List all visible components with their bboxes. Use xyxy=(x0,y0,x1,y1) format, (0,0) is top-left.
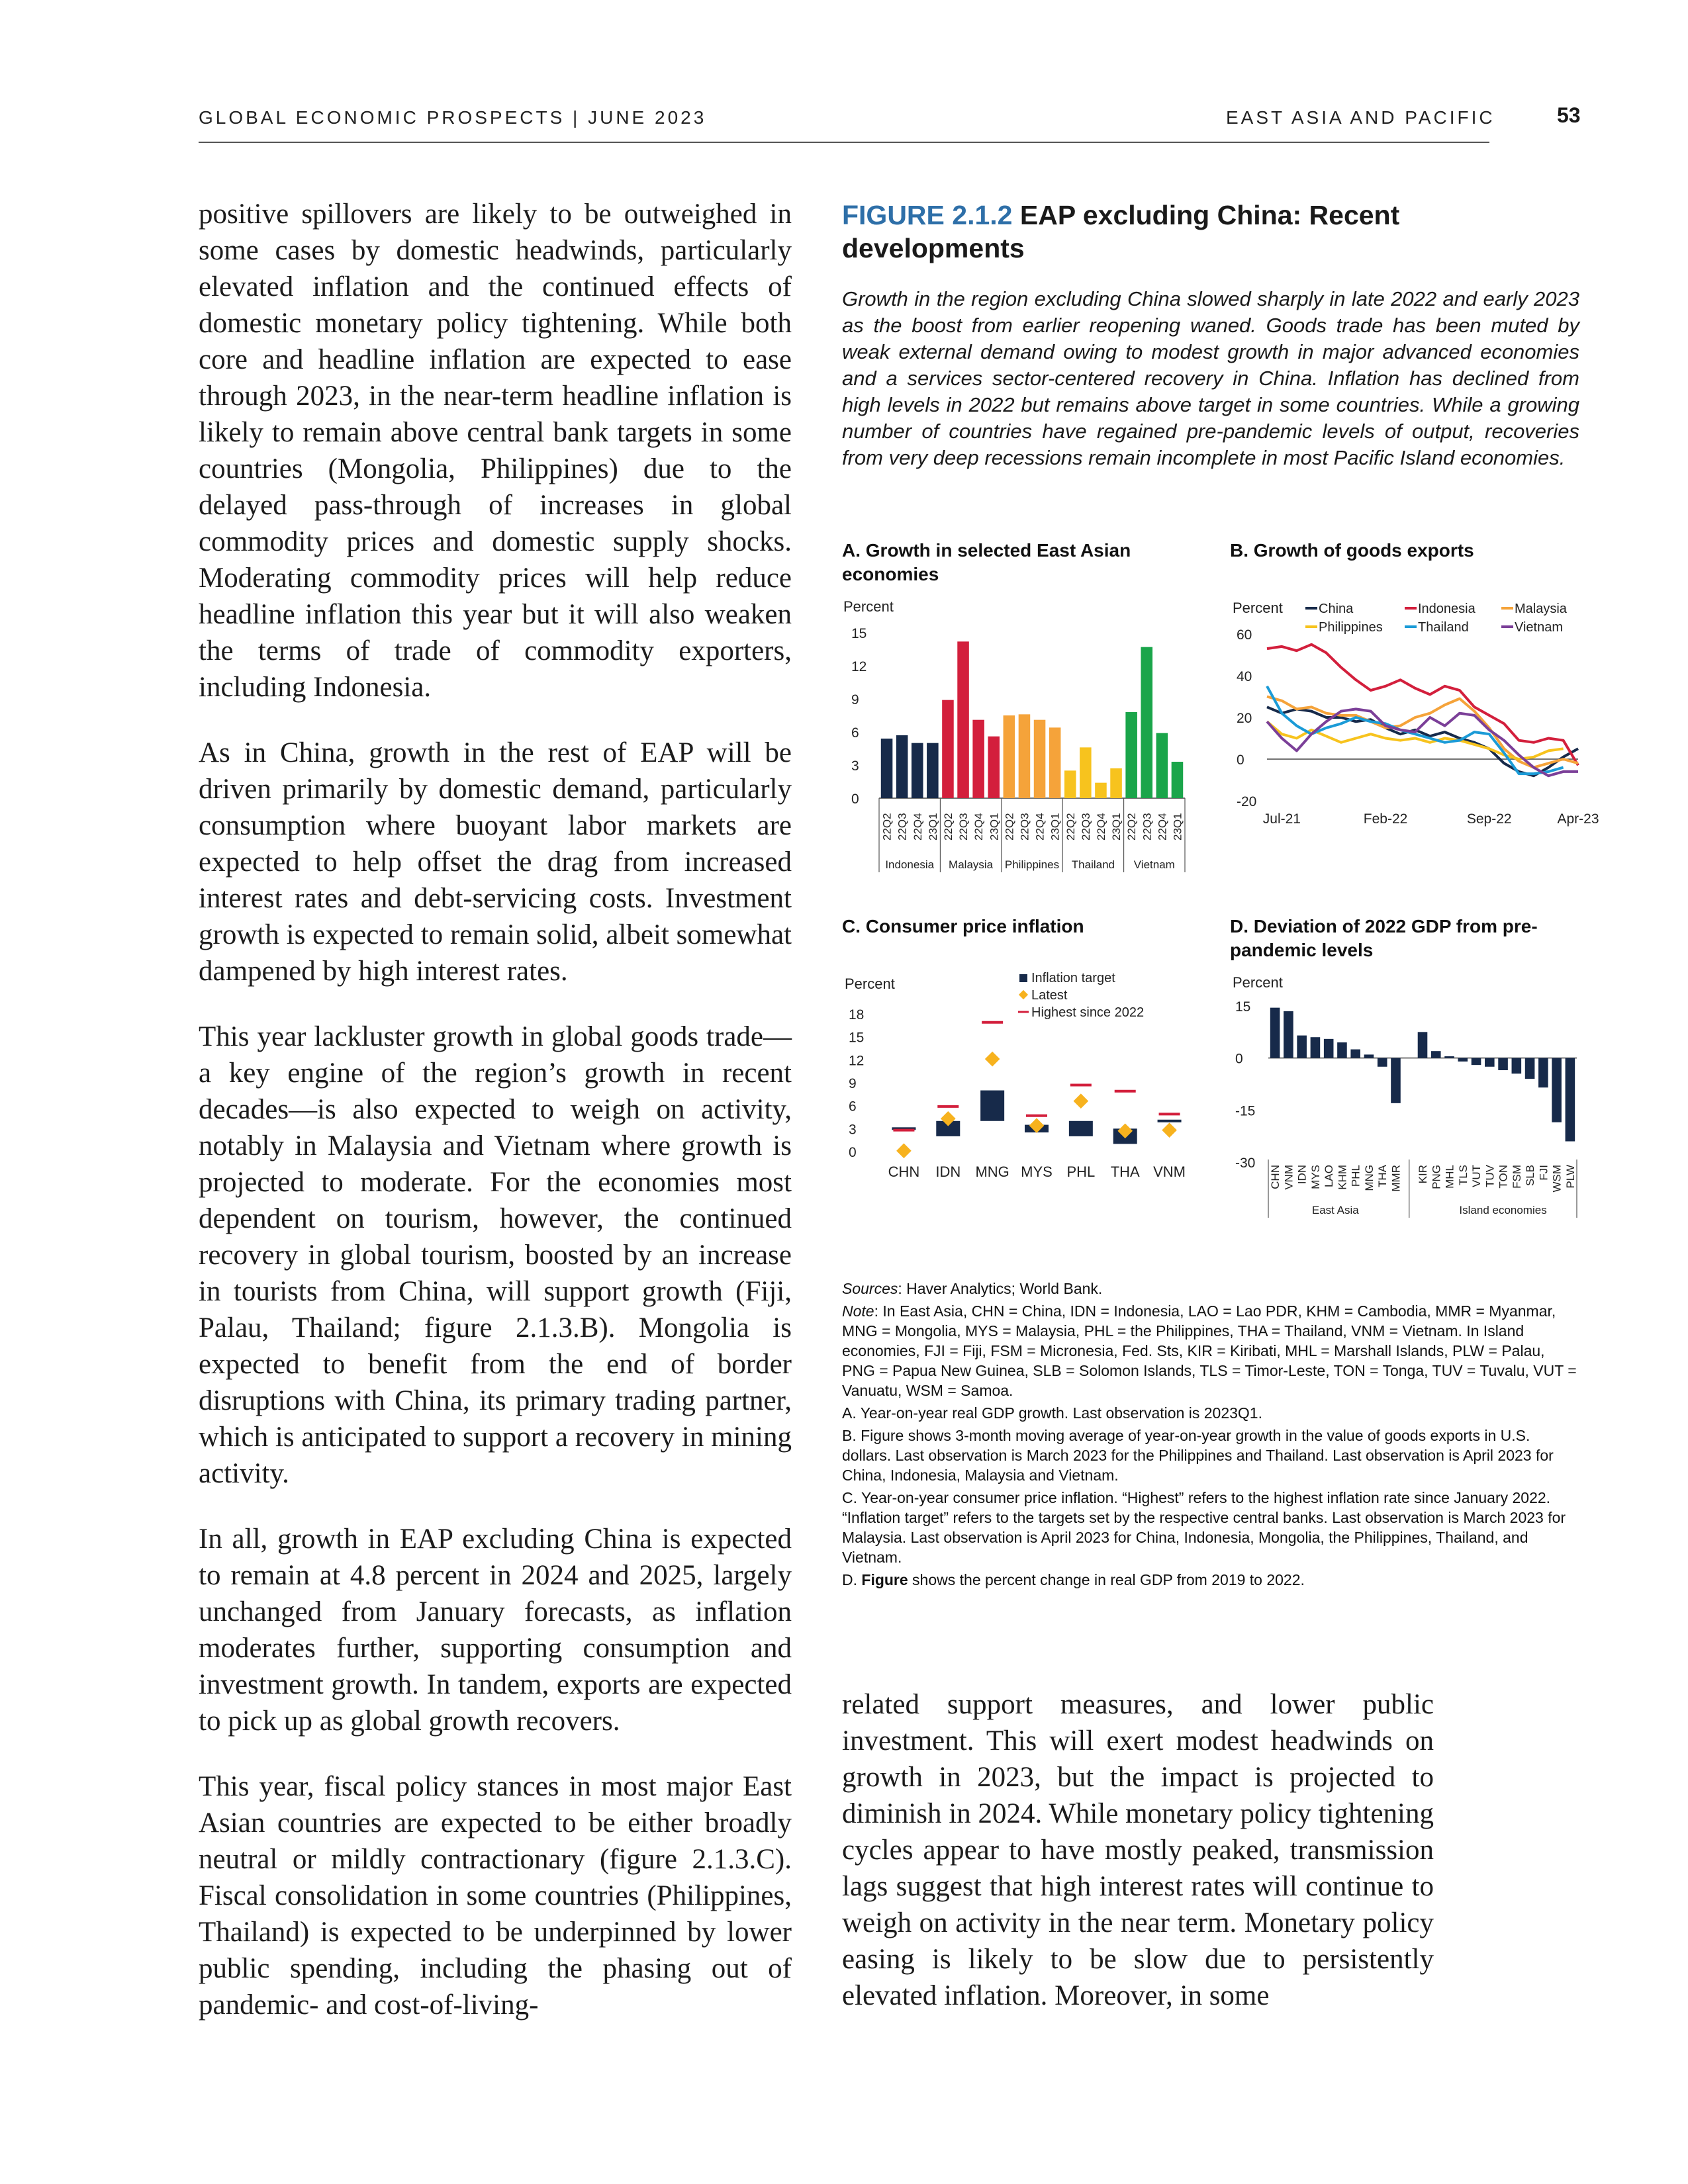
bar xyxy=(1080,747,1092,798)
x-tick-label: PHL xyxy=(1349,1165,1362,1187)
y-tick-label: 0 xyxy=(849,1145,857,1160)
panel-d-title: D. Deviation of 2022 GDP from pre-pandemic levels xyxy=(1230,916,1538,960)
figure-title xyxy=(842,199,1491,265)
group-label: Thailand xyxy=(1071,858,1115,871)
x-tick-label: KIR xyxy=(1417,1165,1429,1184)
bar xyxy=(927,743,939,798)
panel-b-title: B. Growth of goods exports xyxy=(1230,540,1474,561)
header-rule xyxy=(199,142,1489,143)
sources-line: Sources: Haver Analytics; World Bank. xyxy=(842,1280,1103,1297)
bar xyxy=(988,737,1000,798)
x-tick-label: PLW xyxy=(1564,1165,1577,1189)
bar xyxy=(1337,1042,1347,1058)
legend-label: Philippines xyxy=(1319,620,1383,635)
right-column-text xyxy=(842,1686,1434,2043)
group-label: Philippines xyxy=(1004,858,1060,871)
x-tick-label: Apr-23 xyxy=(1557,811,1599,827)
bar xyxy=(1472,1058,1481,1065)
y-tick-label: -30 xyxy=(1235,1156,1256,1171)
bar xyxy=(1172,762,1184,798)
x-tick-label: 22Q4 xyxy=(1156,813,1169,841)
x-tick-label: 22Q4 xyxy=(1094,813,1107,841)
y-tick-label: 3 xyxy=(851,758,859,774)
x-tick-label: 23Q1 xyxy=(926,813,939,841)
x-tick-label: 22Q2 xyxy=(1064,813,1077,841)
bar xyxy=(1498,1058,1508,1070)
bar xyxy=(957,641,969,798)
paragraph: This year lackluster growth in global goods trade—a key engine of the region’s growth in recent decades—is also expected to weigh on activity, notably in Malaysia and Vietnam where growth is projected to moderate. For the economies most dependent on tourism, however, the continued recovery in global tourism, boosted by an increase in tourists from China, will support growth (Fiji, Palau, Thailand; figure 2.1.3.B). Mongolia is expected to benefit from the end of border disruptions with China, its primary trading partner, which is anticipated to support a recovery in mining activity. xyxy=(199,1021,792,1489)
group-label: Vietnam xyxy=(1133,858,1175,871)
bar xyxy=(1391,1058,1401,1103)
group-label: Indonesia xyxy=(885,858,935,871)
note-a: A. Year-on-year real GDP growth. Last observation is 2023Q1. xyxy=(842,1404,1262,1422)
x-tick-label: TLS xyxy=(1456,1165,1470,1186)
legend-label: Indonesia xyxy=(1418,602,1476,616)
bar xyxy=(1418,1032,1428,1058)
bar xyxy=(1538,1058,1548,1088)
x-tick-label: WSM xyxy=(1550,1165,1564,1193)
bar xyxy=(1324,1039,1334,1058)
x-tick-label: CHN xyxy=(1269,1165,1282,1189)
latest-marker xyxy=(1074,1093,1089,1109)
bar xyxy=(1458,1058,1468,1062)
bar xyxy=(1552,1058,1562,1122)
bar xyxy=(1110,768,1122,798)
x-tick-label: FJI xyxy=(1537,1165,1550,1181)
y-tick-label: 18 xyxy=(849,1007,865,1023)
x-tick-label: 23Q1 xyxy=(988,813,1001,841)
note-c: C. Year-on-year consumer price inflation. “Highest” refers to the highest inflation rate since January 2022. “Inflation target” refers to the targets set by the respective central banks. Last observation is March 2023 for Malaysia. Last observation is April 2023 for China, Indonesia, Mongolia, the Philippines, Thailand, and Vietnam. xyxy=(842,1489,1566,1566)
x-tick-label: VNM xyxy=(1282,1165,1295,1190)
y-tick-label: 20 xyxy=(1237,711,1252,726)
bar xyxy=(1049,727,1061,798)
x-tick-label: MNG xyxy=(1362,1165,1376,1191)
bar xyxy=(1095,783,1107,798)
bar xyxy=(1525,1058,1535,1079)
bar xyxy=(1566,1058,1575,1142)
figure-description: Growth in the region excluding China slowed sharply in late 2022 and early 2023 as the boost from earlier reopening waned. Goods trade has been muted by weak external demand owing to modest growth in major advanced economies and a services sector-centered recovery in China. Inflation has declined from high levels in 2022 but remains above target in some countries. While a growing number of countries have regained pre-pandemic levels of output, recoveries from very deep recessions remain incomplete in most Pacific Island economies. xyxy=(842,287,1579,469)
x-tick-label: CHN xyxy=(888,1163,920,1180)
x-tick-label: 22Q2 xyxy=(941,813,955,841)
bar xyxy=(1125,712,1137,798)
x-tick-label: 22Q2 xyxy=(880,813,894,841)
y-tick-label: 0 xyxy=(1237,752,1244,768)
note-label: Note xyxy=(842,1302,874,1320)
panel-a-chart xyxy=(841,596,1198,874)
legend-label: Latest xyxy=(1031,988,1068,1003)
bar xyxy=(1431,1051,1441,1058)
series-line xyxy=(1267,645,1578,766)
left-column-text xyxy=(199,196,792,2052)
y-tick-label: 9 xyxy=(851,692,859,707)
legend-label: China xyxy=(1319,602,1354,616)
note-b: B. Figure shows 3-month moving average of year-on-year growth in the value of goods exports in U.S. dollars. Last observation is March 2023 for the Philippines and Thailand. Last observation is April 2023 for China, Indonesia, Malaysia and Vietnam. xyxy=(842,1427,1554,1484)
x-tick-label: 22Q2 xyxy=(1125,813,1139,841)
legend-label: Highest since 2022 xyxy=(1031,1005,1145,1020)
panel-c-title: C. Consumer price inflation xyxy=(842,916,1084,936)
latest-marker xyxy=(985,1052,1000,1067)
bar xyxy=(1034,720,1046,798)
x-tick-label: 22Q3 xyxy=(1018,813,1031,841)
bar xyxy=(1270,1008,1280,1058)
figure-notes xyxy=(842,1279,1577,1592)
bar xyxy=(896,735,908,798)
bar xyxy=(1444,1056,1454,1058)
x-tick-label: PHL xyxy=(1066,1163,1096,1180)
latest-marker xyxy=(896,1144,912,1159)
panel-c-ylabel: Percent xyxy=(845,976,895,992)
note-d: D. Figure shows the percent change in real GDP from 2019 to 2022. xyxy=(842,1571,1305,1588)
y-tick-label: -15 xyxy=(1235,1103,1256,1119)
x-tick-label: SLB xyxy=(1524,1165,1537,1187)
y-tick-label: 15 xyxy=(851,626,867,641)
target-bar xyxy=(980,1091,1004,1121)
bar xyxy=(1297,1036,1307,1058)
paragraph: This year, fiscal policy stances in most major East Asian countries are expected to be either broadly neutral or mildly contractionary (figure 2.1.3.C). Fiscal consolidation in some countries (Philippines, Thailand) is expected to be underpinned by lower public spending, including the phasing out of pandemic- and cost-of-living- xyxy=(199,1771,792,2021)
x-tick-label: THA xyxy=(1376,1165,1389,1187)
x-tick-label: MYS xyxy=(1309,1165,1322,1189)
x-tick-label: Feb-22 xyxy=(1363,811,1408,827)
panel-d-ylabel: Percent xyxy=(1233,974,1283,991)
y-tick-label: 0 xyxy=(851,792,859,807)
bar xyxy=(912,743,923,798)
bar xyxy=(881,739,893,798)
y-tick-label: 12 xyxy=(851,659,867,674)
x-tick-label: LAO xyxy=(1323,1165,1336,1188)
bar xyxy=(1019,714,1031,798)
bar xyxy=(1485,1058,1495,1067)
panel-b-ylabel: Percent xyxy=(1233,600,1283,616)
x-tick-label: MNG xyxy=(975,1163,1009,1180)
group-label: East Asia xyxy=(1311,1204,1359,1216)
legend-label: Inflation target xyxy=(1031,971,1115,985)
bar xyxy=(1350,1050,1360,1058)
x-tick-label: MYS xyxy=(1021,1163,1053,1180)
x-tick-label: 23Q1 xyxy=(1049,813,1062,841)
legend-swatch xyxy=(1019,974,1027,982)
bar xyxy=(1004,715,1015,798)
y-tick-label: 9 xyxy=(849,1076,857,1091)
figure-number: FIGURE 2.1.2 xyxy=(842,200,1013,230)
x-tick-label: 22Q3 xyxy=(1079,813,1092,841)
x-tick-label: 23Q1 xyxy=(1110,813,1123,841)
group-label: Island economies xyxy=(1459,1204,1547,1216)
x-tick-label: IDN xyxy=(935,1163,961,1180)
bar xyxy=(1064,770,1076,798)
panel-a-ylabel: Percent xyxy=(843,598,894,615)
figure-title-text: EAP excluding China: Recent developments xyxy=(842,200,1400,263)
sources-label: Sources xyxy=(842,1280,898,1297)
bar xyxy=(1364,1054,1374,1058)
x-tick-label: Jul-21 xyxy=(1262,811,1301,827)
y-tick-label: 15 xyxy=(1235,999,1251,1015)
x-tick-label: THA xyxy=(1110,1163,1140,1180)
x-tick-label: IDN xyxy=(1295,1165,1309,1185)
y-tick-label: 0 xyxy=(1235,1051,1243,1067)
paragraph: related support measures, and lower public investment. This will exert modest headwinds on growth in 2023, but the impact is projected to diminish in 2024. While monetary policy tightening cycles appear to have mostly peaked, transmission lags suggest that high interest rates will continue to weigh on activity in the near term. Monetary policy easing is likely to be slow due to persistently elevated inflation. Moreover, in some xyxy=(842,1689,1434,2011)
paragraph: As in China, growth in the rest of EAP will be driven primarily by domestic demand, particularly consumption where buoyant labor markets are expected to help offset the drag from increased interest rates and debt-servicing costs. Investment growth is expected to remain solid, albeit somewhat dampened by high interest rates. xyxy=(199,737,792,987)
x-tick-label: 22Q3 xyxy=(1141,813,1154,841)
y-tick-label: 12 xyxy=(849,1053,865,1069)
y-tick-label: 3 xyxy=(849,1122,857,1138)
page-number: 53 xyxy=(1557,103,1581,127)
running-header-right: EAST ASIA AND PACIFIC xyxy=(1226,107,1495,128)
x-tick-label: VUT xyxy=(1470,1165,1483,1187)
latest-marker xyxy=(1162,1122,1177,1138)
x-tick-label: PNG xyxy=(1430,1165,1443,1189)
bar xyxy=(942,700,954,798)
x-tick-label: 22Q2 xyxy=(1003,813,1016,841)
bar xyxy=(1311,1037,1321,1058)
x-tick-label: 22Q4 xyxy=(1033,813,1047,841)
legend-label: Thailand xyxy=(1418,620,1469,635)
legend-swatch xyxy=(1019,990,1028,999)
target-bar xyxy=(1069,1121,1093,1136)
x-tick-label: 22Q3 xyxy=(896,813,909,841)
x-tick-label: 22Q3 xyxy=(957,813,970,841)
group-label: Malaysia xyxy=(949,858,994,871)
x-tick-label: TON xyxy=(1497,1165,1510,1189)
target-bar xyxy=(1158,1120,1182,1122)
y-tick-label: 6 xyxy=(851,725,859,741)
x-tick-label: Sep-22 xyxy=(1466,811,1512,827)
x-tick-label: VNM xyxy=(1153,1163,1186,1180)
y-tick-label: 6 xyxy=(849,1099,857,1115)
bar xyxy=(1156,733,1168,798)
y-tick-label: 60 xyxy=(1237,627,1252,643)
legend-label: Malaysia xyxy=(1515,602,1567,616)
panel-a-title: A. Growth in selected East Asian economies xyxy=(842,540,1131,584)
note-line: Note: In East Asia, CHN = China, IDN = Indonesia, LAO = Lao PDR, KHM = Cambodia, MMR = Myanmar, MNG = Mongolia, MYS = Malaysia, PHL = the Philippines, THA = Thailand, VNM = Vietnam. In Island economies, FJI = Fiji, FSM = Micronesia, Fed. Sts, KIR = Kiribati, MHL = Marshall Islands, PLW = Palau, PNG = Papua New Guinea, SLB = Solomon Islands, TLS = Timor-Leste, TON = Tonga, TUV = Tuvalu, VUT = Vanuatu, WSM = Samoa. xyxy=(842,1302,1577,1399)
x-tick-label: FSM xyxy=(1510,1165,1523,1189)
bar xyxy=(1284,1011,1293,1058)
y-tick-label: 15 xyxy=(849,1030,865,1046)
paragraph: positive spillovers are likely to be outweighed in some cases by domestic headwinds, particularly elevated inflation and the continued effects of domestic monetary policy tightening. While both core and headline inflation are expected to ease through 2023, in the near-term headline inflation is likely to remain above central bank targets in some countries (Mongolia, Philippines) due to the delayed pass-through of increases in global commodity prices and domestic supply shocks. Moderating commodity prices will help reduce headline inflation this year but it will also weaken the terms of trade of commodity exporters, including Indonesia. xyxy=(199,199,792,703)
x-tick-label: KHM xyxy=(1336,1165,1349,1190)
y-tick-label: 40 xyxy=(1237,669,1252,684)
bar xyxy=(972,720,984,798)
x-tick-label: 22Q4 xyxy=(911,813,924,841)
bar xyxy=(1141,647,1152,798)
y-tick-label: -20 xyxy=(1237,794,1257,809)
x-tick-label: TUV xyxy=(1483,1165,1497,1187)
x-tick-label: MMR xyxy=(1389,1165,1403,1192)
panel-b-chart xyxy=(1229,596,1599,874)
panel-c-chart xyxy=(841,966,1198,1244)
bar xyxy=(1512,1058,1522,1074)
legend-label: Vietnam xyxy=(1515,620,1564,635)
bar xyxy=(1378,1058,1387,1067)
paragraph: In all, growth in EAP excluding China is expected to remain at 4.8 percent in 2024 and 2025, largely unchanged from January forecasts, as inflation moderates further, supporting consumption and investment growth. In tandem, exports are expected to pick up as global growth recovers. xyxy=(199,1524,792,1737)
x-tick-label: 23Q1 xyxy=(1171,813,1184,841)
x-tick-label: MHL xyxy=(1443,1165,1456,1189)
running-header-left: GLOBAL ECONOMIC PROSPECTS | JUNE 2023 xyxy=(199,107,707,128)
x-tick-label: 22Q4 xyxy=(972,813,986,841)
panel-d-chart xyxy=(1229,966,1586,1244)
